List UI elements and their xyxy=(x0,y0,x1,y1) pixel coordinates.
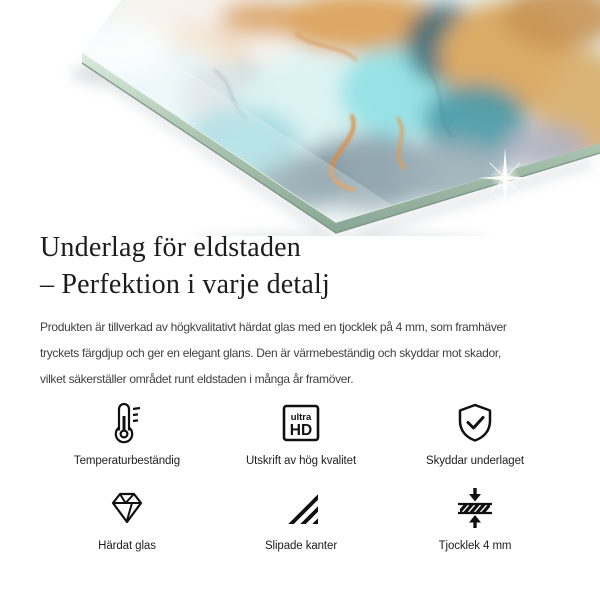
feature-print-quality xyxy=(214,399,388,467)
description-line2: tryckets färgdjup och ger en elegant glans. Den är värmebeständig och skyddar mot skador, xyxy=(40,346,501,360)
feature-protection xyxy=(388,399,562,467)
description-line1: Produkten är tillverkad av högkvalitativt härdat glas med en tjocklek på 4 mm, som framhäver xyxy=(40,320,507,334)
ultra-hd-icon xyxy=(281,399,321,447)
thickness-icon xyxy=(453,484,497,532)
hd-text: HD xyxy=(289,422,313,439)
feature-temperature xyxy=(40,399,214,467)
marble-artwork xyxy=(55,0,600,236)
page-title xyxy=(40,229,564,303)
feature-label: Utskrift av hög kvalitet xyxy=(245,455,357,467)
feature-label: Slipade kanter xyxy=(264,540,338,552)
product-description xyxy=(40,314,564,392)
feature-tempered-glass xyxy=(40,484,214,552)
feature-label: Tjocklek 4 mm xyxy=(438,540,512,552)
feature-label: Skyddar underlaget xyxy=(426,455,524,467)
thermometer-icon xyxy=(105,399,149,447)
page-title-line1: Underlag för eldstaden xyxy=(40,232,301,263)
features-grid xyxy=(40,399,562,552)
ultra-text: ultra xyxy=(290,412,312,423)
feature-label: Temperaturbeständig xyxy=(73,455,181,467)
shield-check-icon xyxy=(453,399,497,447)
feature-label: Härdat glas xyxy=(98,540,156,552)
page-title-line2: – Perfektion i varje detalj xyxy=(40,269,330,300)
product-image xyxy=(0,0,600,236)
feature-thickness xyxy=(388,484,562,552)
diamond-icon xyxy=(106,484,148,532)
description-line3: vilket säkerställer området runt eldstaden i många år framöver. xyxy=(40,372,354,386)
feature-polished-edges xyxy=(214,484,388,552)
bevel-edges-icon xyxy=(284,484,318,532)
